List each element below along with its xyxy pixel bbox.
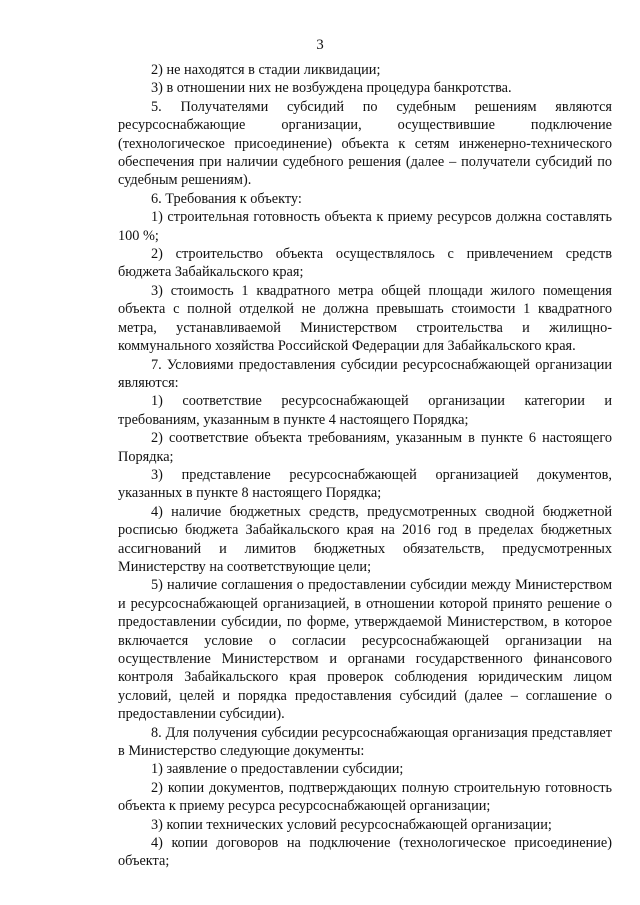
paragraph-7-5-agreement: 5) наличие соглашения о предоставлении субсидии между Министерством и ресурсоснабжающей организацией, в отношении которой принято решение о предоставлении субсидии, по форме, утверждаемой Министерством, в которое включается условие о согласии ресурсоснабжающей организации на осуществление Министерством и органами государственного финансового контроля Забайкальского края проверок соблюдения юридическим лицом условий, целей и порядка предоставления субсидий (далее – соглашение о предоставлении субсидии). xyxy=(118,577,612,723)
paragraph-7-1-category: 1) соответствие ресурсоснабжающей организации категории и требованиям, указанным в пункте 4 настоящего Порядка; xyxy=(118,393,612,428)
paragraph-3-no-bankruptcy: 3) в отношении них не возбуждена процедура банкротства. xyxy=(151,80,512,97)
document-body xyxy=(118,61,612,871)
paragraph-8-documents-list: 8. Для получения субсидии ресурсоснабжающая организация представляет в Министерство следующие документы: xyxy=(118,724,612,760)
paragraph-7-4-budget-funds: 4) наличие бюджетных средств, предусмотренных сводной бюджетной росписью бюджета Забайкальского края на 2016 год в пределах бюджетных ассигнований и лимитов бюджетных обязательств, предусмотренных Министерству на соответствующие цели; xyxy=(118,503,612,575)
page-number: 3 xyxy=(316,37,324,53)
paragraph-8-2-readiness-docs: 2) копии документов, подтверждающих полную строительную готовность объекта к приему ресурса ресурсоснабжающей организации; xyxy=(118,779,612,815)
paragraph-7-2-object-compliance: 2) соответствие объекта требованиям, указанным в пункте 6 настоящего Порядка; xyxy=(118,430,612,465)
paragraph-8-1-application: 1) заявление о предоставлении субсидии; xyxy=(151,761,404,778)
paragraph-8-4-connection-contracts: 4) копии договоров на подключение (технологическое присоединение) объекта; xyxy=(118,835,612,870)
paragraph-5-court-recipients: 5. Получателями субсидий по судебным решениям являются ресурсоснабжающие организации, осуществившие подключение (технологическое присоединение) объекта к сетям инженерно-технического обеспечения при наличии судебного решения (далее – получатели субсидий по судебным решениям). xyxy=(118,98,612,189)
paragraph-8-3-technical-conditions: 3) копии технических условий ресурсоснабжающей организации; xyxy=(151,816,552,833)
paragraph-6-1-readiness: 1) строительная готовность объекта к приему ресурсов должна составлять 100 %; xyxy=(118,209,612,244)
paragraph-7-conditions: 7. Условиями предоставления субсидии ресурсоснабжающей организации являются: xyxy=(118,356,612,391)
paragraph-6-2-budget-funding: 2) строительство объекта осуществлялось с привлечением средств бюджета Забайкальского края; xyxy=(118,246,612,281)
paragraph-2-not-liquidating: 2) не находятся в стадии ликвидации; xyxy=(151,62,381,78)
paragraph-6-object-requirements: 6. Требования к объекту: xyxy=(151,190,302,207)
paragraph-7-3-documents: 3) представление ресурсоснабжающей организацией документов, указанных в пункте 8 настоящего Порядка; xyxy=(118,466,612,502)
paragraph-6-3-cost-limit: 3) стоимость 1 квадратного метра общей площади жилого помещения объекта с полной отделкой не должна превышать стоимости 1 квадратного метра, устанавливаемой Министерством строительства и жилищно-коммунального хозяйства Российской Федерации для Забайкальского края. xyxy=(118,282,612,355)
